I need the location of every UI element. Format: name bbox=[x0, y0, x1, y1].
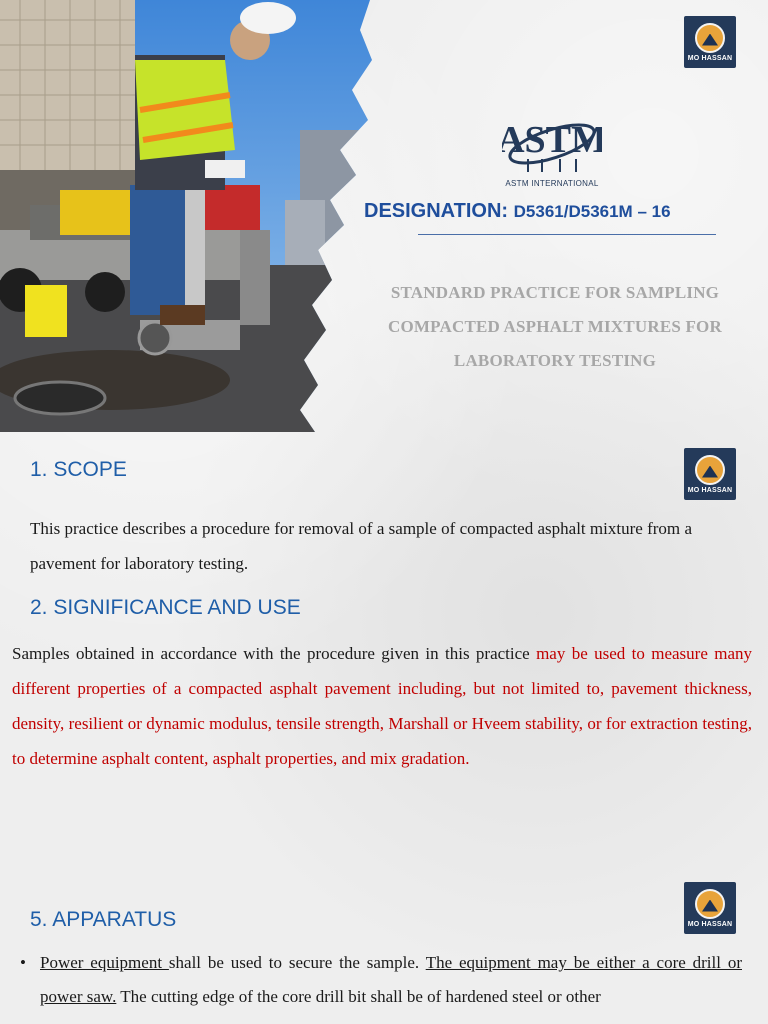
scope-text: This practice describes a procedure for removal of a sample of compacted asphalt mixture from a pavement for laboratory testing. bbox=[30, 519, 692, 573]
apparatus-text-cont: The cutting edge of the core drill bit shall be of hardened steel or other bbox=[116, 987, 601, 1006]
apparatus-list bbox=[20, 946, 742, 1014]
hardhat-emblem-icon bbox=[695, 23, 725, 53]
list-item bbox=[20, 946, 742, 1014]
significance-text-highlight: may be used to measure many different properties of a compacted asphalt pavement including, but not limited to, pavement thickness, density, resilient or dynamic modulus, tensile strength, Marshall or Hveem stability, or for extraction testing, to determine asphalt content, asphalt properties, and mix gradation. bbox=[12, 644, 752, 768]
mo-hassan-logo bbox=[684, 882, 736, 934]
worker-core-drilling-photo bbox=[0, 0, 380, 432]
brand-name: MO HASSAN bbox=[687, 486, 733, 494]
designation-divider bbox=[418, 234, 716, 235]
equipment-options: The equipment may be either a core drill or power saw. bbox=[40, 953, 742, 1006]
designation-label: DESIGNATION: bbox=[364, 200, 514, 222]
significance-text bbox=[12, 636, 752, 776]
astm-logo-text: ASTM bbox=[502, 119, 602, 161]
hardhat-emblem-icon bbox=[695, 889, 725, 919]
brand-name: MO HASSAN bbox=[687, 54, 733, 62]
title-line-2: COMPACTED ASPHALT MIXTURES FOR bbox=[388, 317, 722, 336]
hardhat-emblem-icon bbox=[695, 455, 725, 485]
apparatus-heading: 5. APPARATUS bbox=[30, 908, 177, 931]
designation bbox=[364, 200, 716, 223]
scope-heading: 1. SCOPE bbox=[30, 458, 127, 481]
title-line-1: STANDARD PRACTICE FOR SAMPLING bbox=[390, 283, 720, 302]
power-equipment-term: Power equipment bbox=[40, 953, 169, 972]
mo-hassan-logo bbox=[684, 448, 736, 500]
designation-code: D5361/D5361M – 16 bbox=[513, 202, 671, 221]
significance-text-plain: Samples obtained in accordance with the procedure given in this practice bbox=[12, 644, 537, 663]
standard-title bbox=[360, 276, 750, 378]
mo-hassan-logo bbox=[684, 16, 736, 68]
astm-globe-icon bbox=[502, 104, 602, 174]
astm-logo bbox=[502, 104, 602, 194]
astm-caption: ASTM INTERNATIONAL bbox=[505, 179, 599, 188]
brand-name: MO HASSAN bbox=[687, 920, 733, 928]
title-line-3: LABORATORY TESTING bbox=[453, 351, 657, 370]
apparatus-text: shall be used to secure the sample. bbox=[168, 953, 426, 972]
significance-heading: 2. SIGNIFICANCE AND USE bbox=[30, 596, 301, 619]
